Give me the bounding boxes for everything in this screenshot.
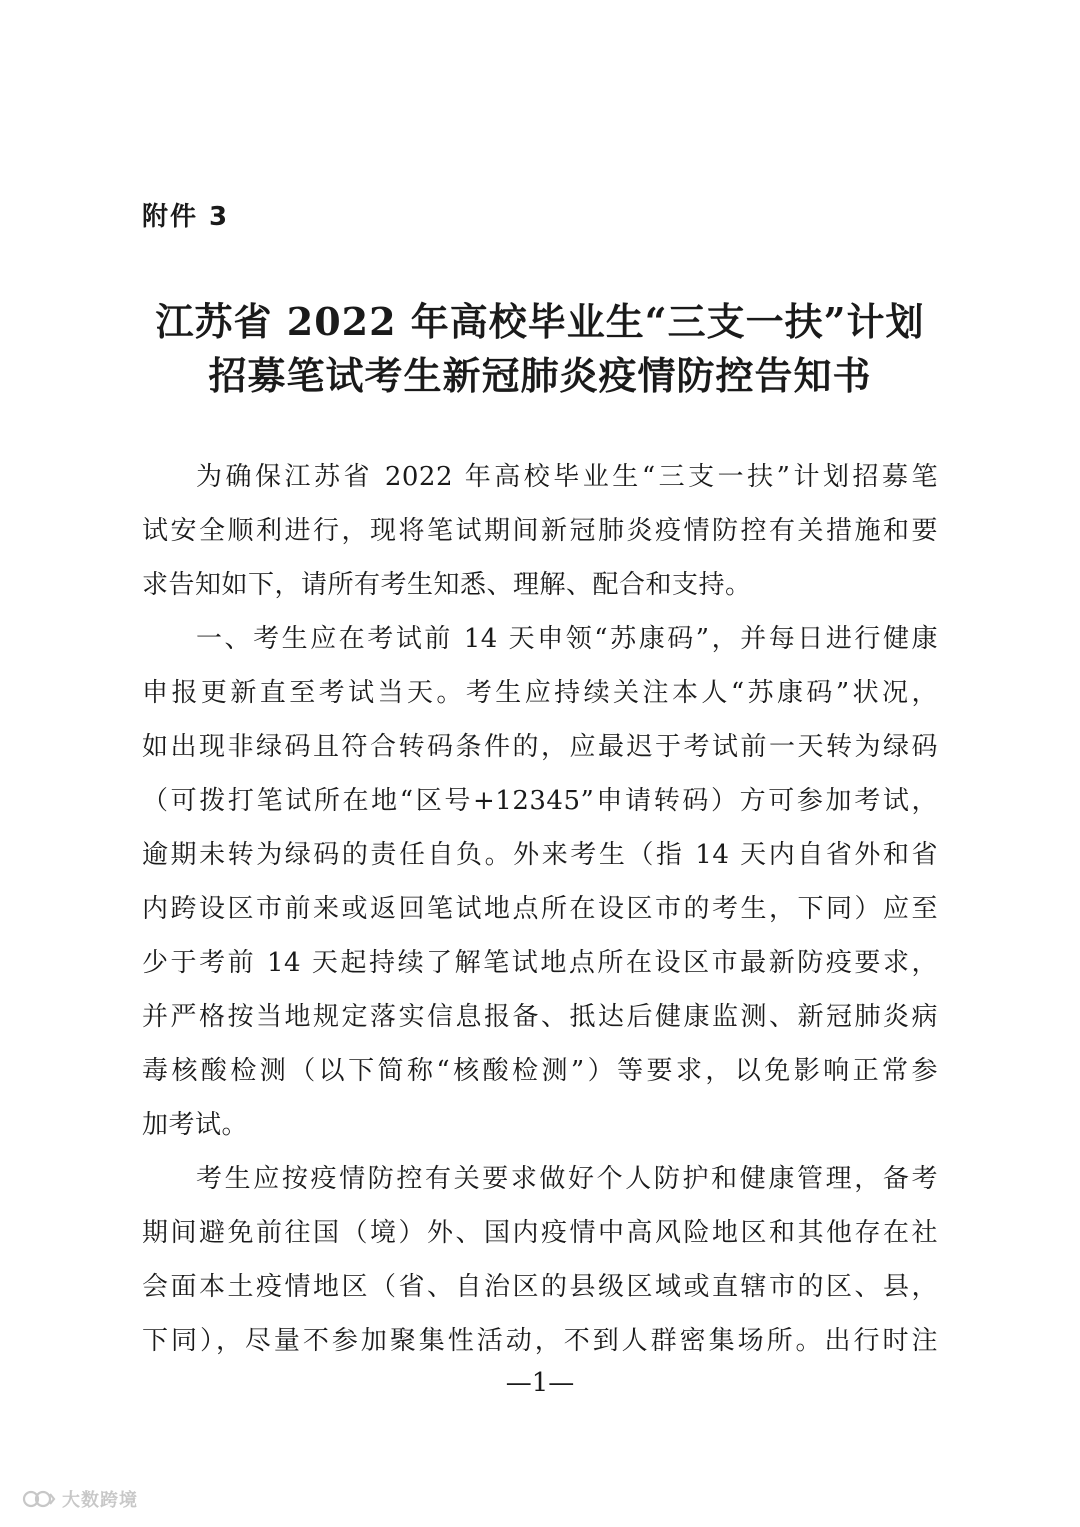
page-number: —1— — [505, 1368, 575, 1398]
brand-logo-icon — [22, 1488, 56, 1510]
watermark — [22, 1486, 138, 1512]
body-line: 考生应按疫情防控有关要求做好个人防护和健康管理，备考 — [196, 1164, 938, 1194]
body-line: 内跨设区市前来或返回笔试地点所在设区市的考生，下同）应至 — [142, 894, 938, 924]
attachment-label: 附件 3 — [142, 202, 230, 232]
title-line-1: 江苏省 2022 年高校毕业生“三支一扶”计划 — [155, 299, 925, 344]
body-line: 逾期未转为绿码的责任自负。外来考生（指 14 天内自省外和省 — [142, 840, 938, 870]
body-line: 如出现非绿码且符合转码条件的，应最迟于考试前一天转为绿码 — [142, 732, 938, 762]
body-line: 求告知如下，请所有考生知悉、理解、配合和支持。 — [142, 570, 752, 600]
body-line: 试安全顺利进行，现将笔试期间新冠肺炎疫情防控有关措施和要 — [142, 516, 938, 546]
body-line: 少于考前 14 天起持续了解笔试地点所在设区市最新防疫要求， — [142, 948, 938, 978]
body-line: 一、考生应在考试前 14 天申领“苏康码”，并每日进行健康 — [196, 624, 938, 654]
title-line-2: 招募笔试考生新冠肺炎疫情防控告知书 — [208, 353, 872, 398]
body-line: 加考试。 — [142, 1110, 249, 1140]
body-line: 下同），尽量不参加聚集性活动，不到人群密集场所。出行时注 — [142, 1326, 938, 1356]
body-line: 并严格按当地规定落实信息报备、抵达后健康监测、新冠肺炎病 — [142, 1002, 938, 1032]
body-text — [142, 450, 938, 1368]
body-line: 毒核酸检测（以下简称“核酸检测”）等要求，以免影响正常参 — [142, 1056, 938, 1086]
watermark-text: 大数跨境 — [62, 1490, 138, 1511]
body-line: 期间避免前往国（境）外、国内疫情中高风险地区和其他存在社 — [142, 1218, 938, 1248]
body-line: 为确保江苏省 2022 年高校毕业生“三支一扶”计划招募笔 — [196, 462, 938, 492]
body-line: 会面本土疫情地区（省、自治区的县级区域或直辖市的区、县， — [142, 1272, 938, 1302]
body-line: （可拨打笔试所在地“区号+12345”申请转码）方可参加考试， — [142, 786, 938, 816]
body-line: 申报更新直至考试当天。考生应持续关注本人“苏康码”状况， — [142, 678, 938, 708]
